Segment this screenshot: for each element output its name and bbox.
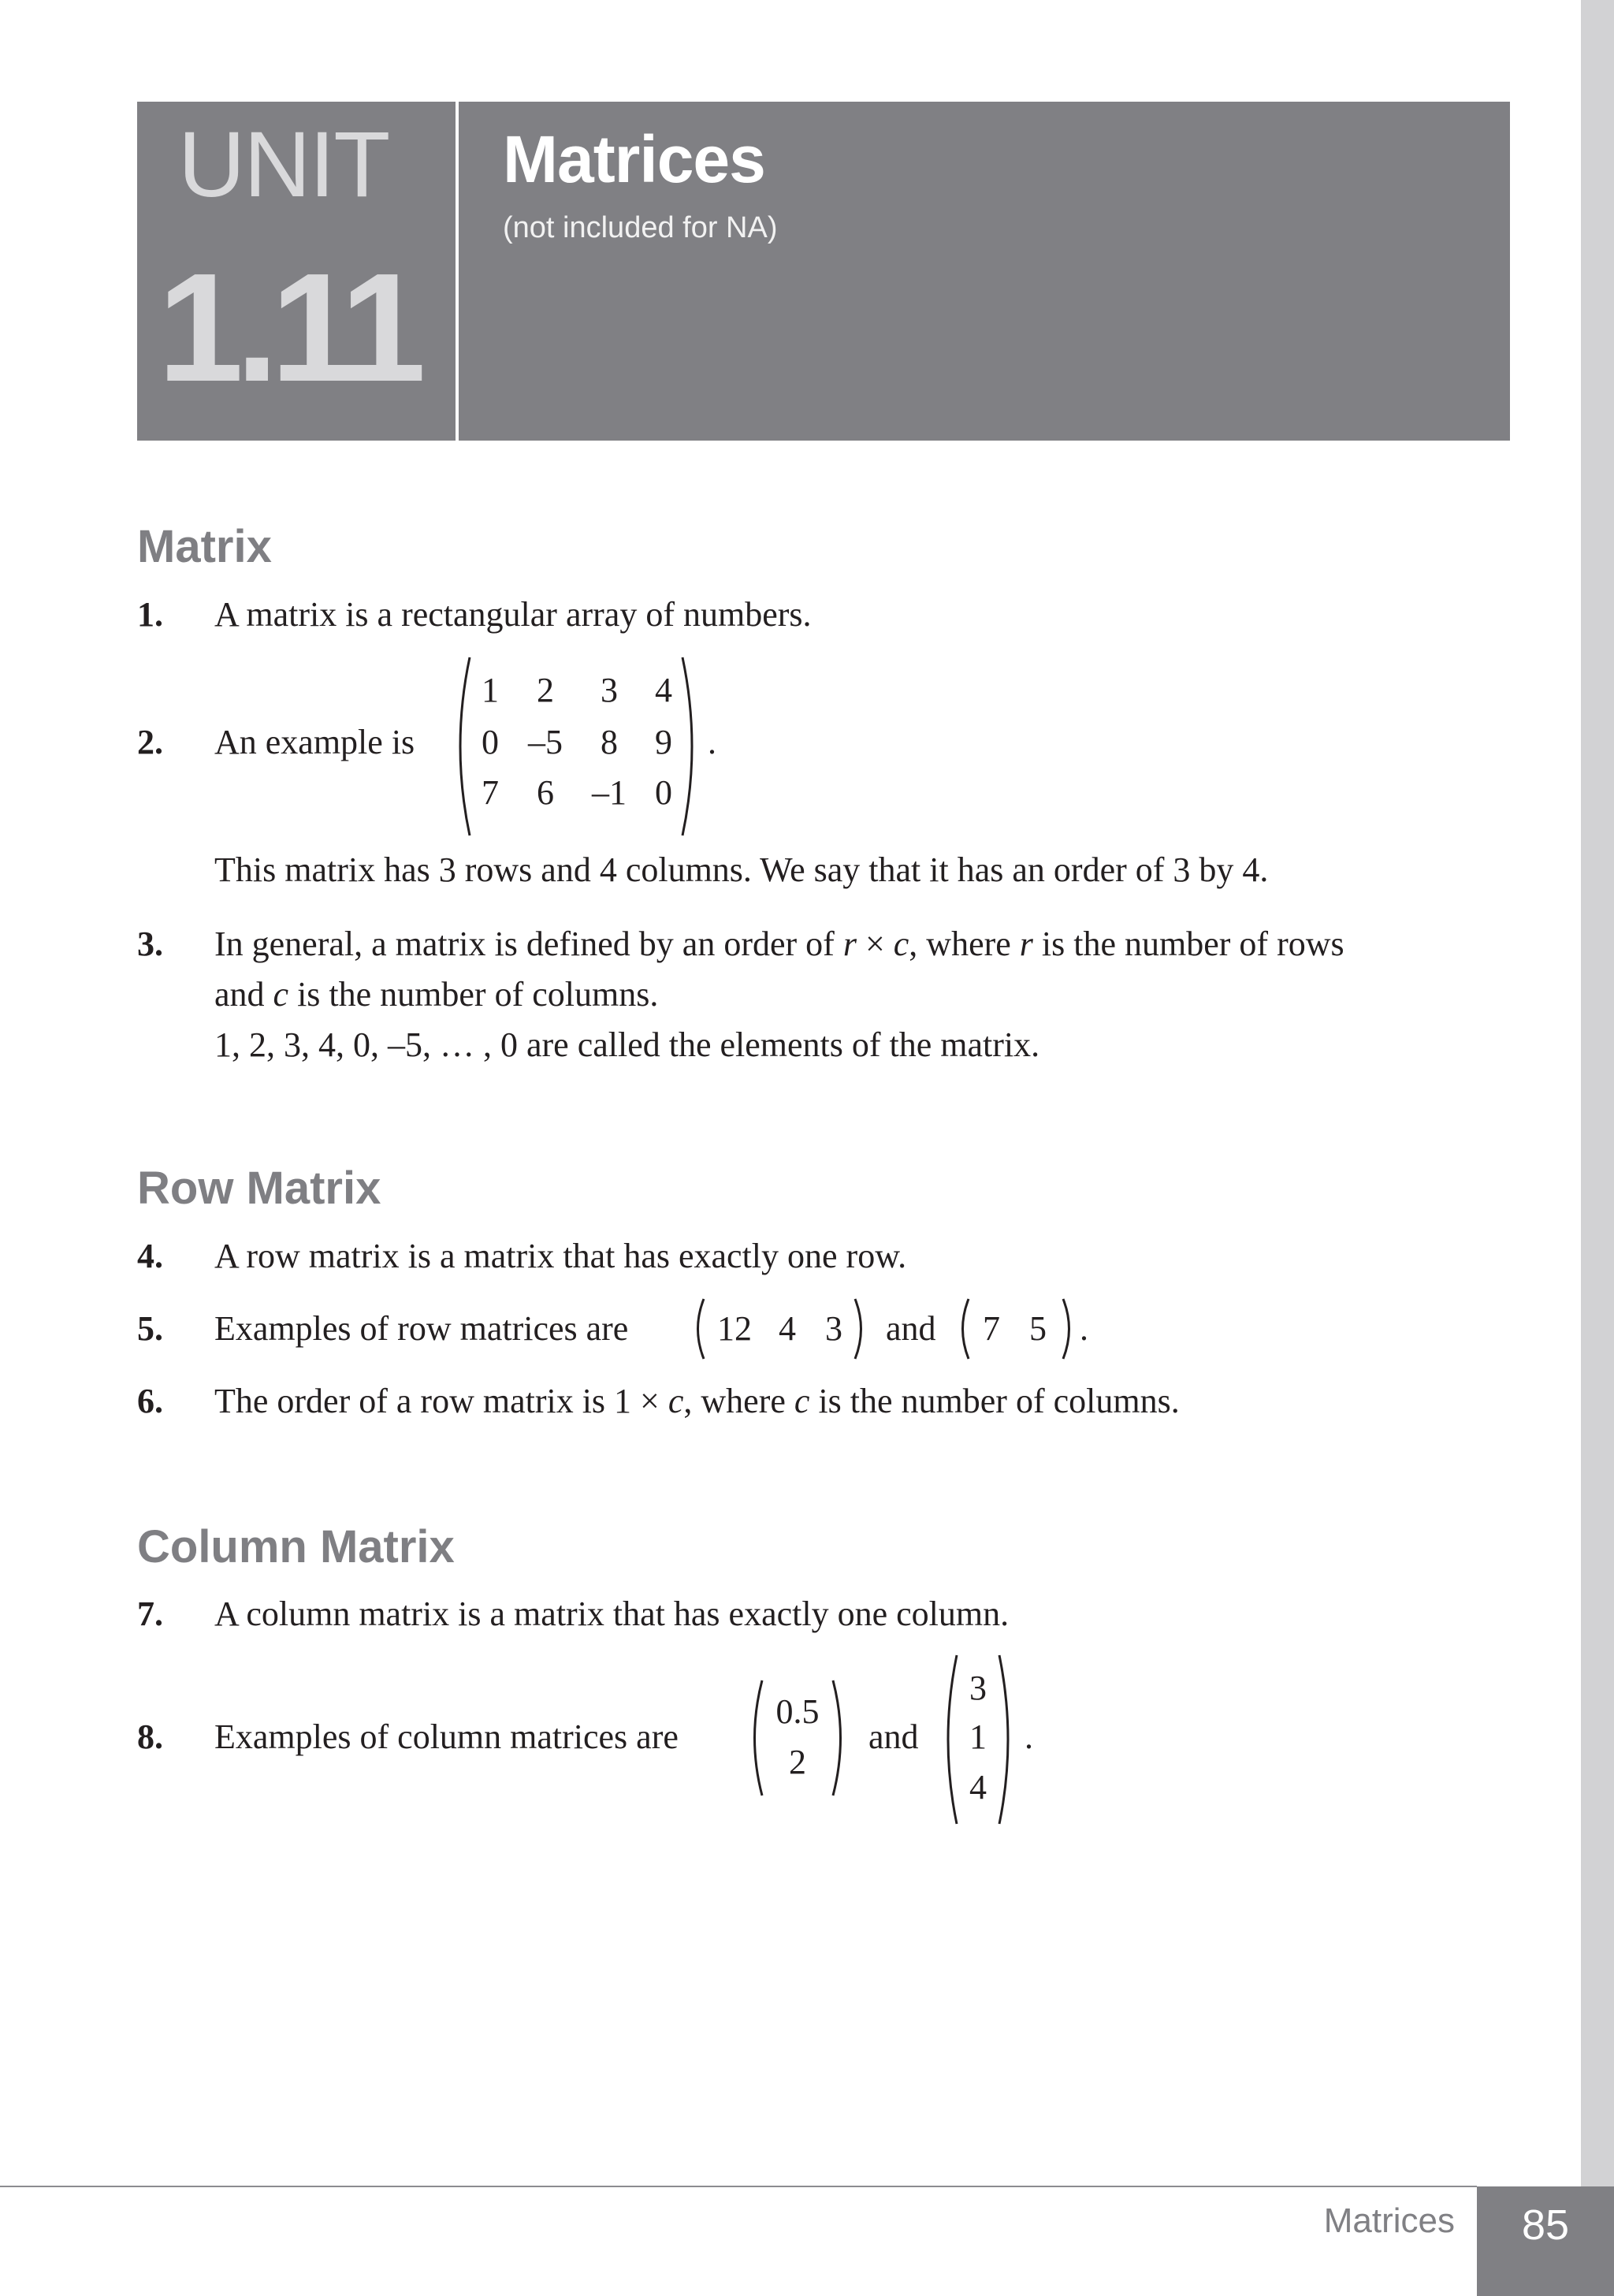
matrix-cell: 8 (601, 723, 618, 761)
unit-title: Matrices (503, 122, 765, 196)
matrix-cell: 1 (482, 671, 499, 709)
end-period: . (1080, 1309, 1088, 1348)
matrix-cell: 0 (655, 773, 672, 812)
matrix-cell: 0.5 (775, 1692, 820, 1731)
matrix-cell: 2 (789, 1743, 806, 1781)
conjunction: and (868, 1717, 919, 1756)
matrix-cell: 3 (825, 1309, 842, 1348)
order-note: This matrix has 3 rows and 4 columns. We say that it has an order of 3 by 4. (214, 850, 1269, 889)
item-text: The order of a row matrix is 1 × c, where c is the number of columns. (214, 1382, 1180, 1420)
unit-number: 1.11 (158, 241, 418, 414)
item-number: 5. (137, 1309, 163, 1348)
item-number: 1. (137, 595, 163, 634)
matrix-cell: 0 (482, 723, 499, 761)
page-number: 85 (1521, 2201, 1570, 2249)
section-heading-column-matrix: Column Matrix (137, 1521, 455, 1572)
footer-chapter-label: Matrices (1323, 2201, 1455, 2240)
item-text: A row matrix is a matrix that has exactly one row. (214, 1237, 907, 1275)
right-paren-icon (1061, 1297, 1077, 1360)
item-number: 8. (137, 1717, 163, 1756)
item-number: 4. (137, 1237, 163, 1275)
matrix-cell: 4 (779, 1309, 796, 1348)
item-number: 7. (137, 1595, 163, 1633)
footer-rule (0, 2186, 1477, 2187)
item-text-line: 1, 2, 3, 4, 0, –5, … , 0 are called the elements of the matrix. (214, 1025, 1040, 1064)
matrix-cell: 4 (655, 671, 672, 709)
item-text: A column matrix is a matrix that has exactly one column. (214, 1595, 1010, 1633)
matrix-cell: –1 (592, 773, 627, 812)
item-number: 3. (137, 925, 163, 963)
section-heading-row-matrix: Row Matrix (137, 1163, 381, 1214)
matrix-cell: 1 (969, 1717, 987, 1756)
item-text: An example is (214, 723, 415, 761)
matrix-cell: –5 (528, 723, 563, 761)
matrix-cell: 12 (717, 1309, 752, 1348)
matrix-cell: 3 (601, 671, 618, 709)
matrix-cell: 3 (969, 1669, 987, 1707)
conjunction: and (886, 1309, 936, 1348)
item-text: Examples of column matrices are (214, 1717, 679, 1756)
item-text: A matrix is a rectangular array of numbers. (214, 595, 812, 634)
matrix-cell: 7 (482, 773, 499, 812)
end-period: . (708, 723, 716, 761)
matrix-cell: 6 (537, 773, 554, 812)
right-paren-icon (831, 1679, 850, 1797)
item-text-line: and c is the number of columns. (214, 975, 659, 1014)
right-paren-icon (996, 1654, 1018, 1825)
unit-subtitle: (not included for NA) (503, 211, 778, 244)
item-number: 2. (137, 723, 163, 761)
unit-label: UNIT (178, 113, 389, 217)
item-text-line: In general, a matrix is defined by an order of r × c, where r is the number of rows (214, 925, 1344, 963)
matrix-cell: 9 (655, 723, 672, 761)
left-paren-icon (746, 1679, 764, 1797)
section-heading-matrix: Matrix (137, 521, 272, 572)
end-period: . (1025, 1717, 1033, 1756)
item-number: 6. (137, 1382, 163, 1420)
matrix-cell: 4 (969, 1768, 987, 1807)
page-edge-bar (1581, 0, 1614, 2186)
right-paren-icon (853, 1297, 868, 1360)
header-divider (456, 102, 459, 441)
matrix-cell: 2 (537, 671, 554, 709)
left-paren-icon (690, 1297, 706, 1360)
item-text: Examples of row matrices are (214, 1309, 629, 1348)
matrix-cell: 7 (983, 1309, 1000, 1348)
matrix-cell: 5 (1029, 1309, 1047, 1348)
